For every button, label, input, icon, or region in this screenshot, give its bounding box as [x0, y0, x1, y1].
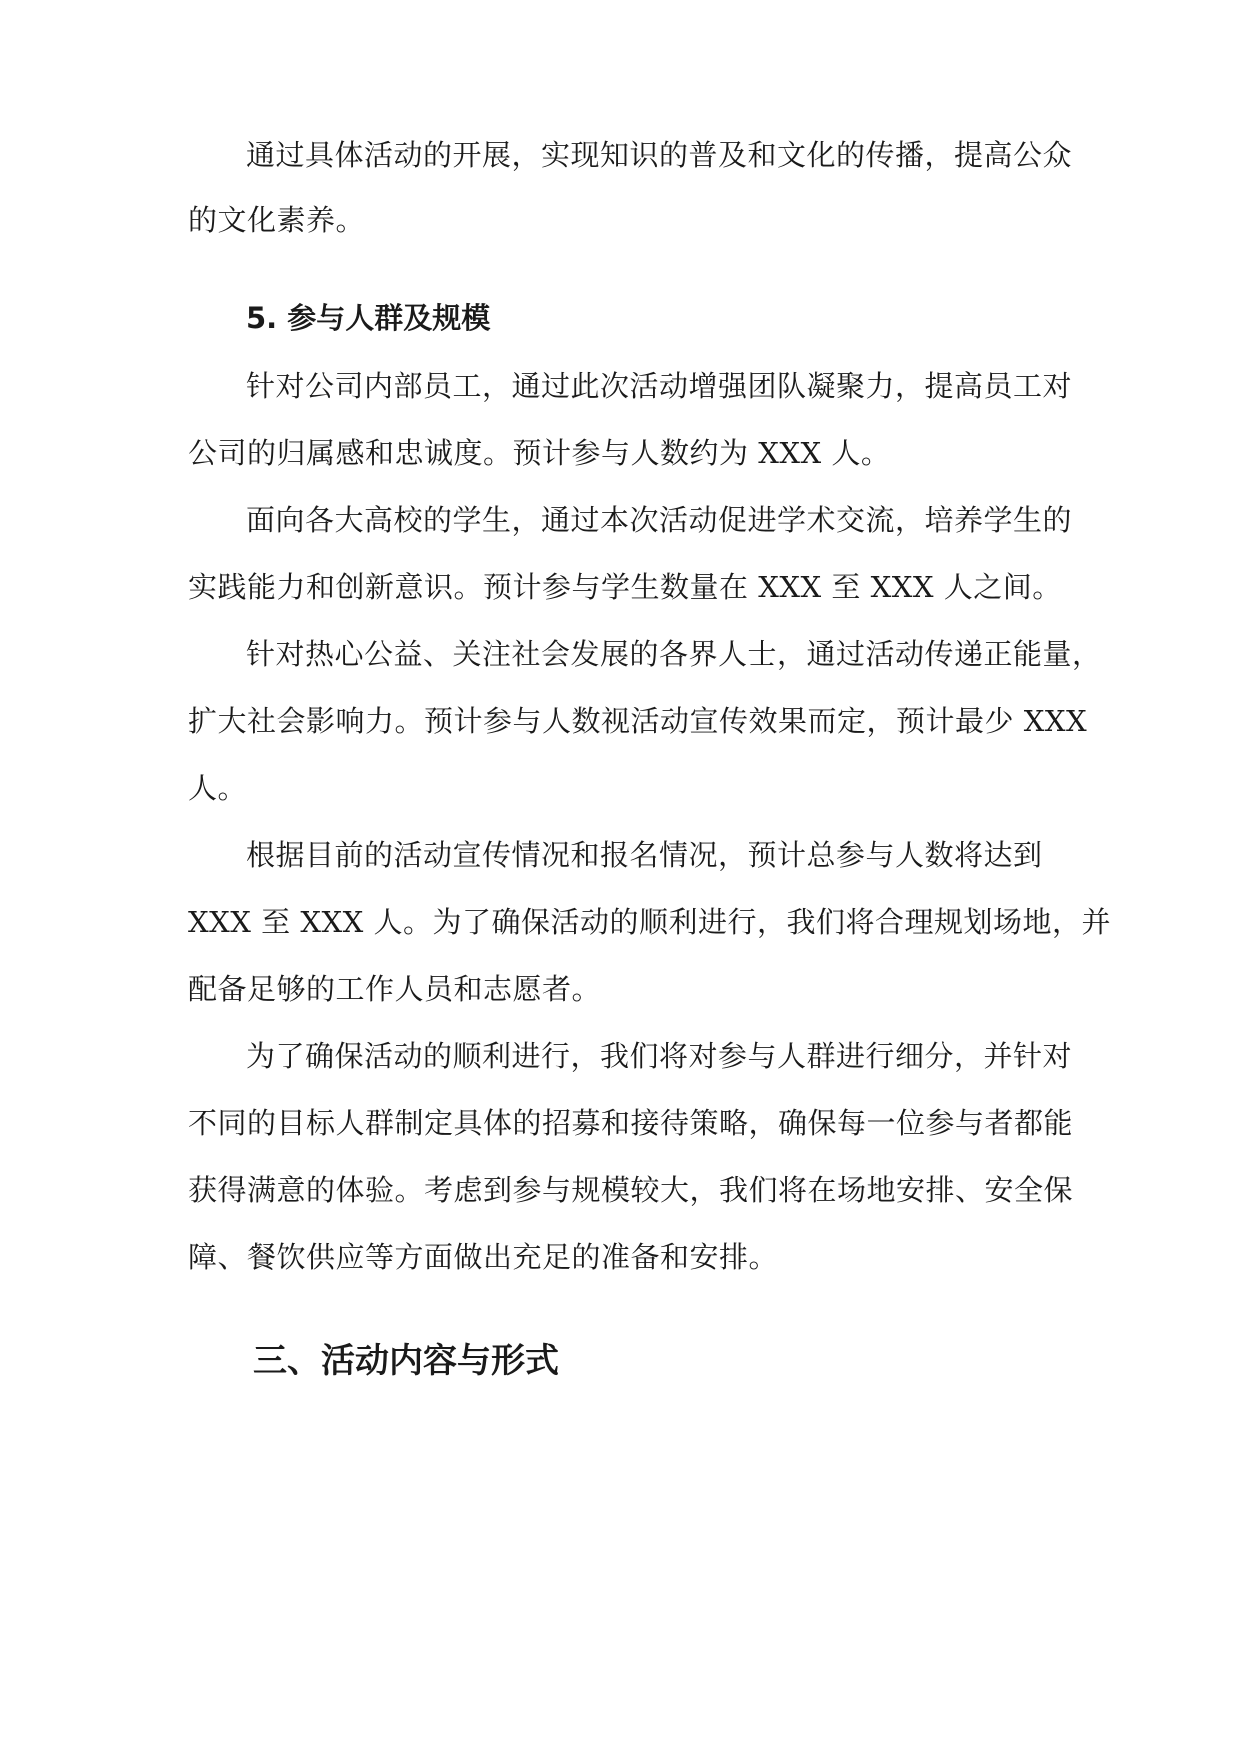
para4-line-3: 配备足够的工作人员和志愿者。 [188, 972, 602, 1006]
para5-line-2: 不同的目标人群制定具体的招募和接待策略，确保每一位参与者都能 [188, 1106, 1074, 1140]
para5-line-4: 障、餐饮供应等方面做出充足的准备和安排。 [188, 1240, 779, 1274]
heading-participants-scale: 5. 参与人群及规模 [246, 301, 491, 335]
para1-line-1: 针对公司内部员工，通过此次活动增强团队凝聚力，提高员工对 [246, 369, 1073, 403]
para4-line-2: XXX 至 XXX 人。为了确保活动的顺利进行，我们将合理规划场地，并 [188, 905, 1112, 939]
para3-line-3: 人。 [188, 771, 248, 805]
para2-line-2: 实践能力和创新意识。预计参与学生数量在 XXX 至 XXX 人之间。 [188, 570, 1062, 604]
para3-line-2: 扩大社会影响力。预计参与人数视活动宣传效果而定，预计最少 XXX [188, 704, 1088, 738]
intro-line-2: 的文化素养。 [188, 203, 366, 237]
para4-line-1: 根据目前的活动宣传情况和报名情况，预计总参与人数将达到 [246, 838, 1043, 872]
para2-line-1: 面向各大高校的学生，通过本次活动促进学术交流，培养学生的 [246, 503, 1073, 537]
para1-line-2: 公司的归属感和忠诚度。预计参与人数约为 XXX 人。 [188, 436, 891, 470]
intro-line-1: 通过具体活动的开展，实现知识的普及和文化的传播，提高公众 [246, 138, 1073, 172]
section-title-activity-content: 三、活动内容与形式 [253, 1341, 559, 1381]
para5-line-3: 获得满意的体验。考虑到参与规模较大，我们将在场地安排、安全保 [188, 1173, 1074, 1207]
para5-line-1: 为了确保活动的顺利进行，我们将对参与人群进行细分，并针对 [246, 1039, 1073, 1073]
para3-line-1: 针对热心公益、关注社会发展的各界人士，通过活动传递正能量， [246, 637, 1102, 671]
